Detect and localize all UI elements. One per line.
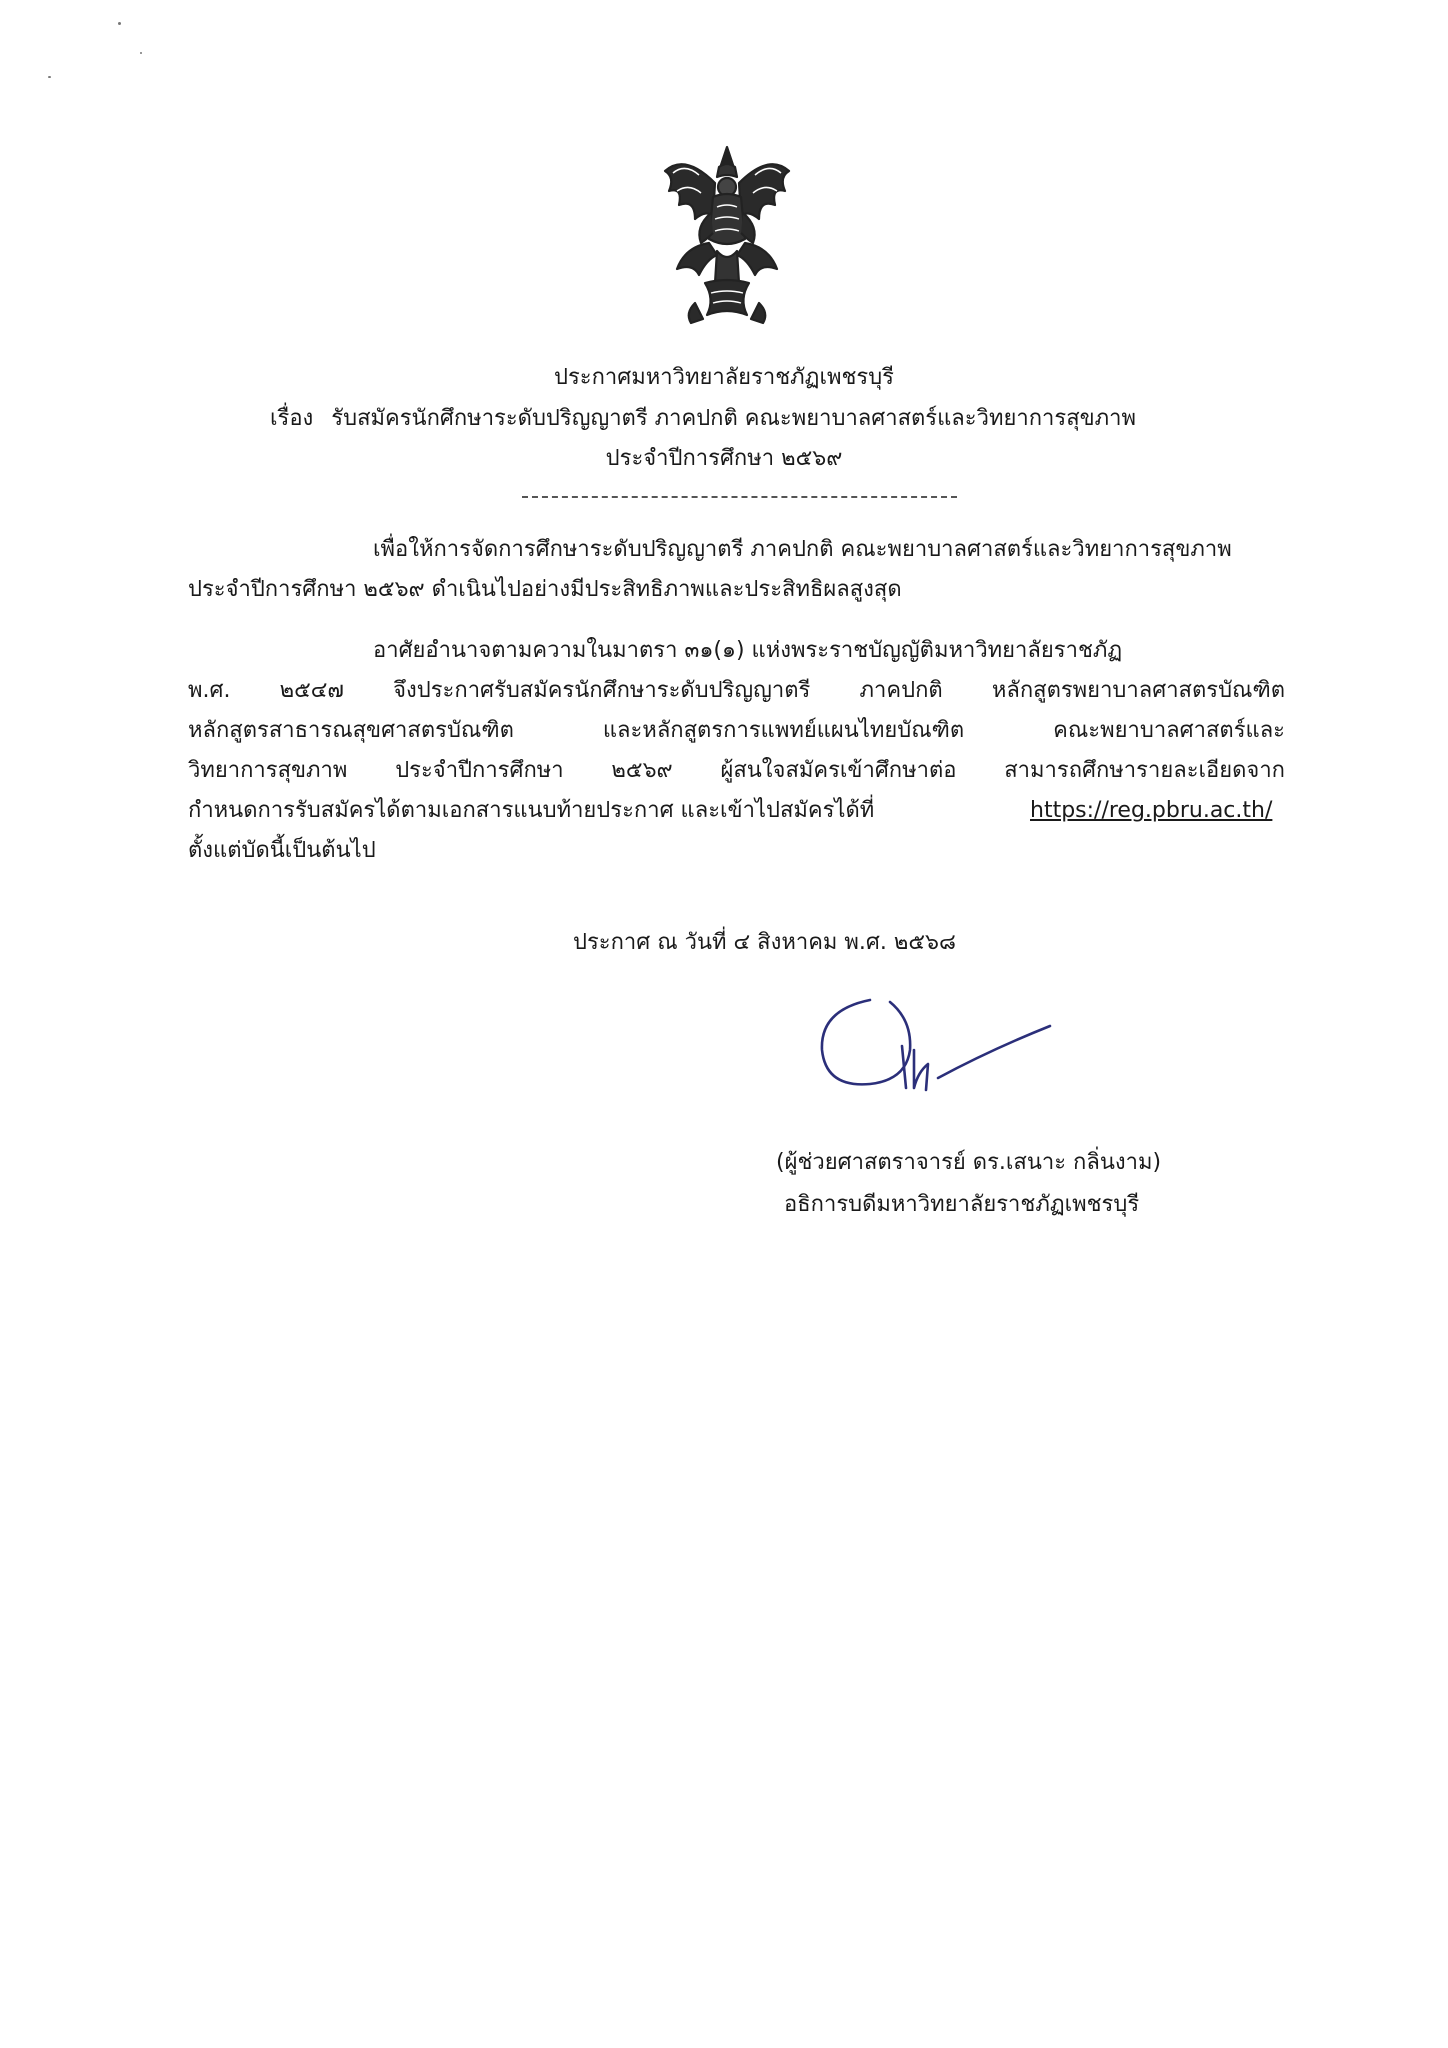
scan-speck (140, 52, 142, 54)
signature-icon (810, 980, 1110, 1110)
subject-label: เรื่อง (270, 406, 314, 431)
garuda-emblem-icon (655, 143, 800, 328)
registration-link[interactable]: https://reg.pbru.ac.th/ (1030, 798, 1273, 823)
paragraph-2-line-2: พ.ศ. ๒๕๔๗ จึงประกาศรับสมัครนักศึกษาระดับปริญญาตรี ภาคปกติ หลักสูตรพยาบาลศาสตรบัณฑิต (188, 678, 1285, 703)
subject-line (270, 404, 1136, 434)
signer-name: (ผู้ช่วยศาสตราจารย์ ดร.เสนาะ กลิ่นงาม) (776, 1150, 1162, 1175)
scan-speck (118, 22, 121, 25)
paragraph-2-line-4: วิทยาการสุขภาพ ประจำปีการศึกษา ๒๕๖๙ ผู้สนใจสมัครเข้าศึกษาต่อ สามารถศึกษารายละเอียดจาก (188, 758, 1285, 783)
announcement-date: ประกาศ ณ วันที่ ๔ สิงหาคม พ.ศ. ๒๕๖๘ (573, 930, 956, 955)
announcement-title: ประกาศมหาวิทยาลัยราชภัฏเพชรบุรี (554, 365, 894, 390)
paragraph-1-line-1: เพื่อให้การจัดการศึกษาระดับปริญญาตรี ภาคปกติ คณะพยาบาลศาสตร์และวิทยาการสุขภาพ (373, 537, 1232, 562)
subject-text: รับสมัครนักศึกษาระดับปริญญาตรี ภาคปกติ คณะพยาบาลศาสตร์และวิทยาการสุขภาพ (331, 406, 1137, 431)
paragraph-2-line-5: กำหนดการรับสมัครได้ตามเอกสารแนบท้ายประกาศ และเข้าไปสมัครได้ที่ (188, 798, 875, 823)
paragraph-2-line-6: ตั้งแต่บัดนี้เป็นต้นไป (188, 838, 376, 863)
scan-speck (48, 76, 51, 78)
paragraph-2-line-3: หลักสูตรสาธารณสุขศาสตรบัณฑิต และหลักสูตรการแพทย์แผนไทยบัณฑิต คณะพยาบาลศาสตร์และ (188, 718, 1285, 743)
header-divider (522, 496, 957, 498)
paragraph-2-line-1: อาศัยอำนาจตามความในมาตรา ๓๑(๑) แห่งพระราชบัญญัติมหาวิทยาลัยราชภัฏ (373, 638, 1123, 663)
signer-title: อธิการบดีมหาวิทยาลัยราชภัฏเพชรบุรี (784, 1192, 1140, 1217)
paragraph-1-line-2: ประจำปีการศึกษา ๒๕๖๙ ดำเนินไปอย่างมีประสิทธิภาพและประสิทธิผลสูงสุด (188, 577, 902, 602)
academic-year-line: ประจำปีการศึกษา ๒๕๖๙ (605, 446, 843, 471)
